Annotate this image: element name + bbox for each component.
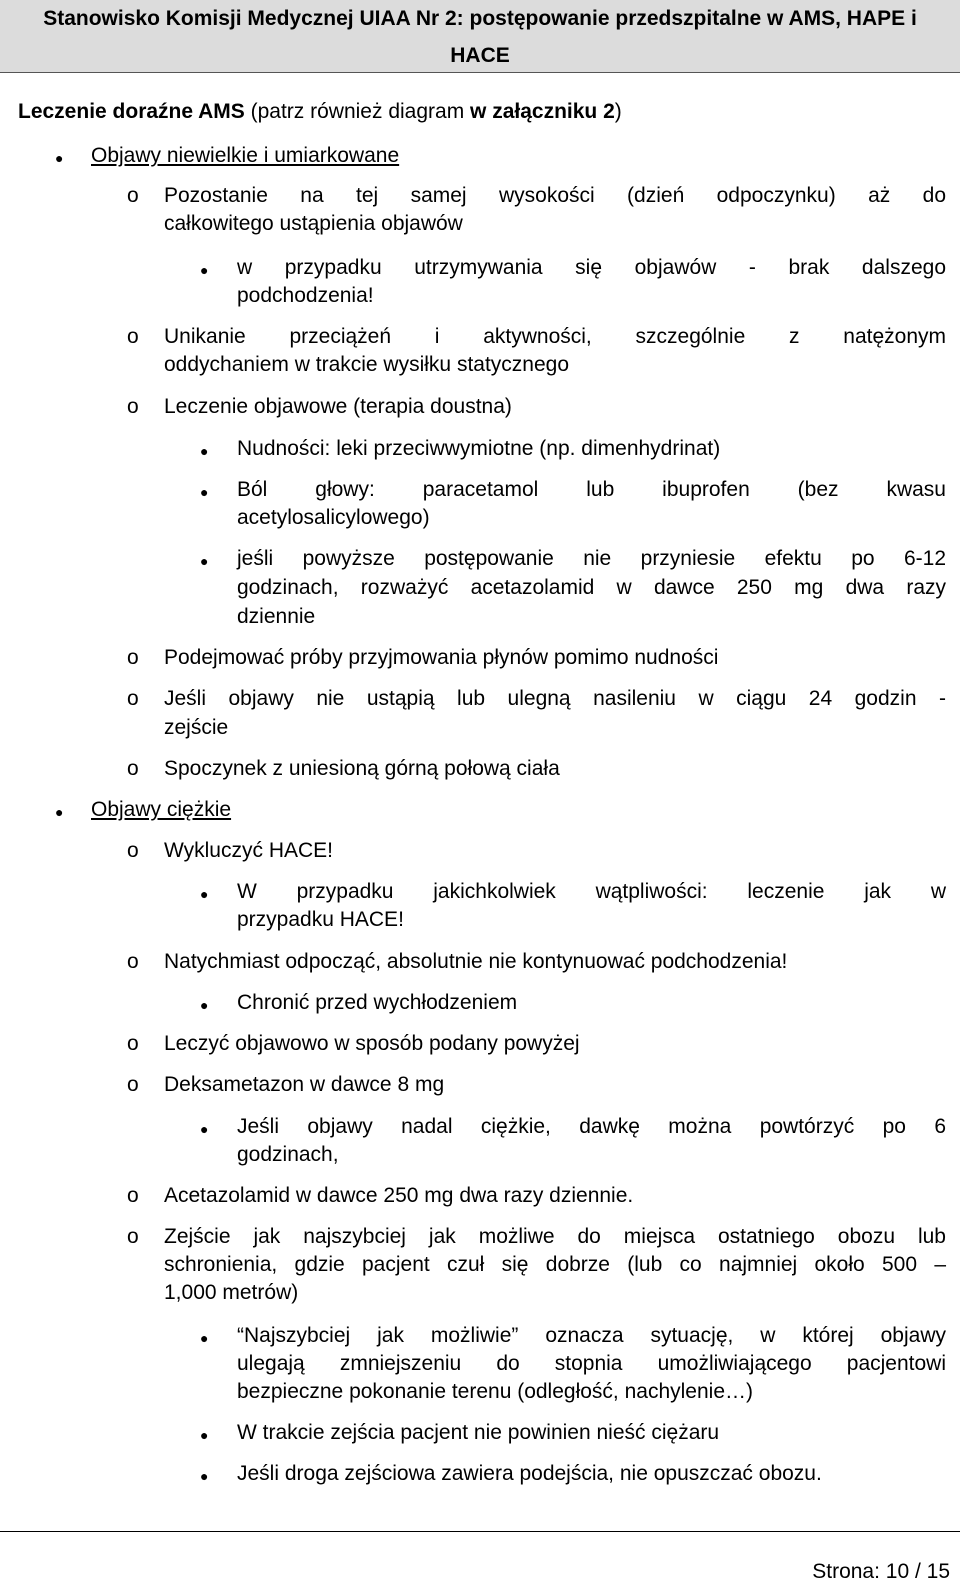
list-item: w przypadku utrzymywania się objawów - brak dalszego <box>237 256 946 279</box>
bullet-circle: o <box>127 687 139 710</box>
bullet-circle: o <box>127 1032 139 1055</box>
list-item-cont: schronienia, gdzie pacjent czuł się dobrze (lub co najmniej około 500 – <box>164 1253 946 1276</box>
bullet-circle: o <box>127 950 139 973</box>
list-item: Jeśli objawy nie ustąpią lub ulegną nasileniu w ciągu 24 godzin - <box>164 687 946 710</box>
list-item-cont: 1,000 metrów) <box>164 1281 299 1304</box>
footer-divider <box>0 1531 960 1532</box>
bullet-circle: o <box>127 395 139 418</box>
list-item: Wykluczyć HACE! <box>164 839 333 862</box>
list-item: Leczenie objawowe (terapia doustna) <box>164 395 512 418</box>
page-header <box>0 0 960 73</box>
bullet-dot: ● <box>200 886 209 902</box>
list-item: Jeśli objawy nadal ciężkie, dawkę można powtórzyć po 6 <box>237 1115 946 1138</box>
list-item: Nudności: leki przeciwwymiotne (np. dimenhydrinat) <box>237 437 721 460</box>
bullet-dot: ● <box>200 553 209 569</box>
bullet-circle: o <box>127 757 139 780</box>
bullet-circle: o <box>127 646 139 669</box>
list-item: W przypadku jakichkolwiek wątpliwości: leczenie jak w <box>237 880 946 903</box>
list-item: Leczyć objawowo w sposób podany powyżej <box>164 1032 580 1055</box>
bullet-circle: o <box>127 184 139 207</box>
list-item: Pozostanie na tej samej wysokości (dzień odpoczynku) aż do <box>164 184 946 207</box>
section-title: Leczenie doraźne AMS (patrz również diagram w załączniku 2) <box>18 100 622 123</box>
list-item: Chronić przed wychłodzeniem <box>237 991 518 1014</box>
bullet-dot: ● <box>200 1330 209 1346</box>
list-item: W trakcie zejścia pacjent nie powinien nieść ciężaru <box>237 1421 720 1444</box>
list-item-cont: godzinach, rozważyć acetazolamid w dawce 250 mg dwa razy <box>237 576 946 599</box>
bullet-dot: ● <box>200 262 209 278</box>
header-title-line2: HACE <box>450 44 510 67</box>
list-item: Acetazolamid w dawce 250 mg dwa razy dziennie. <box>164 1184 634 1207</box>
list-item: Podejmować próby przyjmowania płynów pomimo nudności <box>164 646 719 669</box>
bullet-dot: ● <box>55 804 64 820</box>
list-item-cont: acetylosalicylowego) <box>237 506 430 529</box>
list-item: Deksametazon w dawce 8 mg <box>164 1073 445 1096</box>
page-number: Strona: 10 / 15 <box>812 1560 950 1583</box>
list-item: Natychmiast odpocząć, absolutnie nie kontynuować podchodzenia! <box>164 950 788 973</box>
list-item: Spoczynek z uniesioną górną połową ciała <box>164 757 560 780</box>
list-heading-mild: Objawy niewielkie i umiarkowane <box>91 144 400 167</box>
bullet-circle: o <box>127 1225 139 1248</box>
bullet-dot: ● <box>200 443 209 459</box>
list-item: Jeśli droga zejściowa zawiera podejścia, nie opuszczać obozu. <box>237 1462 822 1485</box>
list-item-cont: godzinach, <box>237 1143 339 1166</box>
list-item-cont: oddychaniem w trakcie wysiłku statycznego <box>164 353 570 376</box>
list-item: “Najszybciej jak możliwie” oznacza sytuację, w której objawy <box>237 1324 946 1347</box>
bullet-dot: ● <box>200 1468 209 1484</box>
bullet-dot: ● <box>55 150 64 166</box>
header-title-line1: Stanowisko Komisji Medycznej UIAA Nr 2: postępowanie przedszpitalne w AMS, HAPE i <box>43 7 917 30</box>
bullet-circle: o <box>127 1184 139 1207</box>
list-item: Zejście jak najszybciej jak możliwe do miejsca ostatniego obozu lub <box>164 1225 946 1248</box>
list-heading-severe: Objawy ciężkie <box>91 798 232 821</box>
bullet-circle: o <box>127 839 139 862</box>
list-item: Ból głowy: paracetamol lub ibuprofen (bez kwasu <box>237 478 946 501</box>
list-item-cont: zejście <box>164 716 229 739</box>
bullet-circle: o <box>127 1073 139 1096</box>
list-item-cont: podchodzenia! <box>237 284 374 307</box>
list-item-cont: przypadku HACE! <box>237 908 404 931</box>
bullet-dot: ● <box>200 1427 209 1443</box>
list-item-cont: całkowitego ustąpienia objawów <box>164 212 463 235</box>
list-item: Unikanie przeciążeń i aktywności, szczególnie z natężonym <box>164 325 946 348</box>
list-item-cont: ulegają zmniejszeniu do stopnia umożliwiającego pacjentowi <box>237 1352 946 1375</box>
bullet-circle: o <box>127 325 139 348</box>
bullet-dot: ● <box>200 484 209 500</box>
list-item: jeśli powyższe postępowanie nie przyniesie efektu po 6-12 <box>237 547 946 570</box>
list-item-cont: dziennie <box>237 605 316 628</box>
list-item-cont: bezpieczne pokonanie terenu (odległość, nachylenie…) <box>237 1380 753 1403</box>
bullet-dot: ● <box>200 1121 209 1137</box>
bullet-dot: ● <box>200 997 209 1013</box>
